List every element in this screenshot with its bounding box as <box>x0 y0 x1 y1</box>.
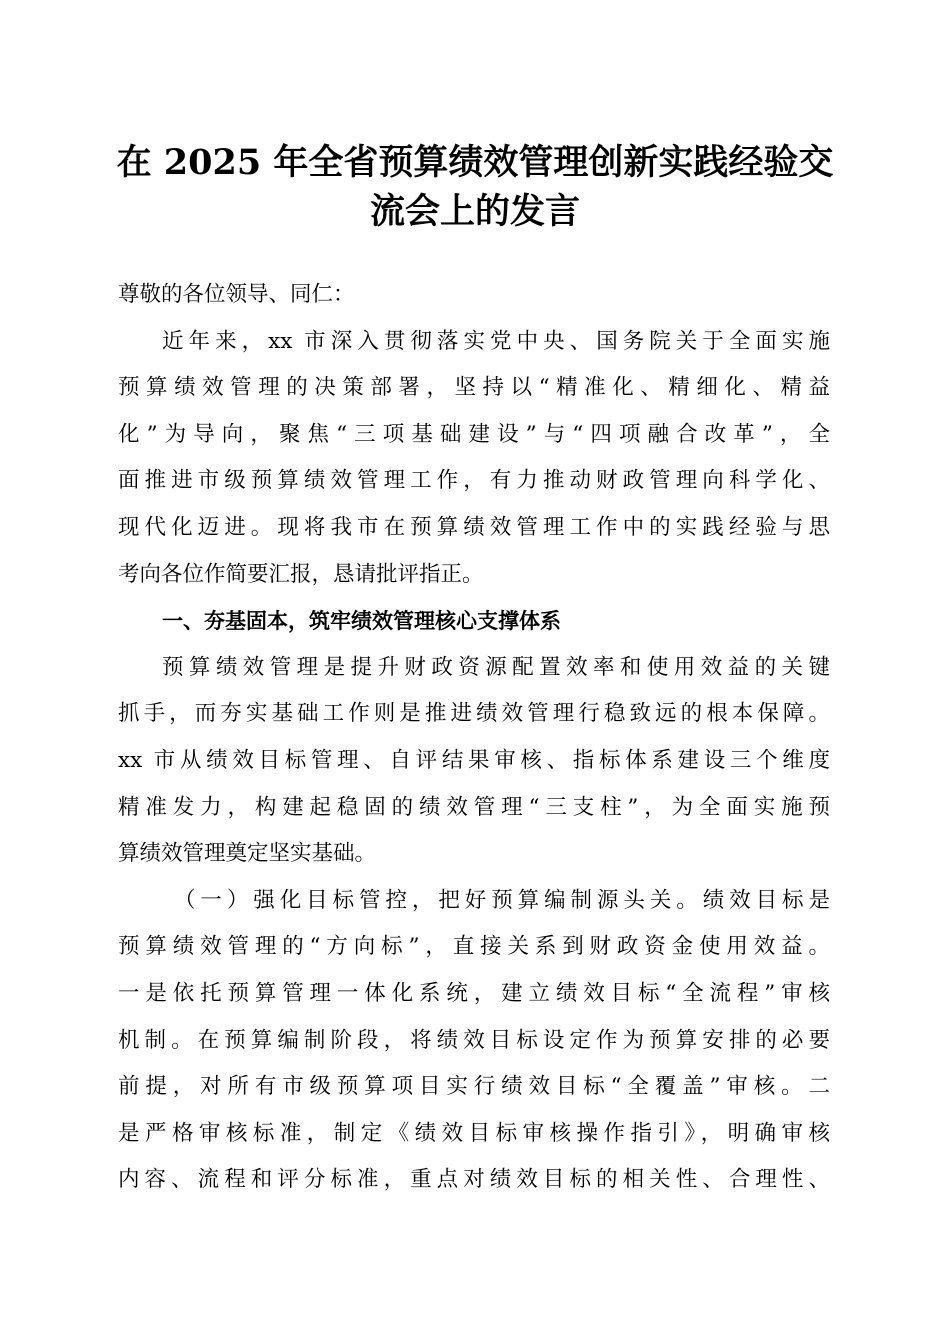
intro-line: 面推进市级预算绩效管理工作，有力推动财政管理向科学化、 <box>118 468 830 494</box>
intro-line: 预算绩效管理的决策部署，坚持以“精准化、精细化、精益 <box>118 375 830 401</box>
section-1-line: 精准发力，构建起稳固的绩效管理“三支柱”，为全面实施预 <box>118 794 830 820</box>
salutation-text: 尊敬的各位领导、同仁： <box>118 282 355 307</box>
section-1-line: 预算绩效管理是提升财政资源配置效率和使用效益的关键 <box>162 654 830 680</box>
intro-line: 考向各位作简要汇报，恳请批评指正。 <box>118 561 484 587</box>
subsection-1-line: 前提，对所有市级预算项目实行绩效目标“全覆盖”审核。二 <box>118 1074 830 1100</box>
subsection-1-line: （一）强化目标管控，把好预算编制源头关。绩效目标是 <box>174 887 830 913</box>
salutation <box>118 272 830 319</box>
intro-line: 近年来，xx 市深入贯彻落实党中央、国务院关于全面实施 <box>162 328 830 354</box>
section-1-paragraph <box>118 645 830 878</box>
document-body <box>118 272 830 1204</box>
subsection-1-line: 内容、流程和评分标准，重点对绩效目标的相关性、合理性、 <box>118 1167 830 1193</box>
section-1-line: 抓手，而夯实基础工作则是推进绩效管理行稳致远的根本保障。 <box>118 701 830 727</box>
section-1-line: xx 市从绩效目标管理、自评结果审核、指标体系建设三个维度 <box>118 747 830 773</box>
section-1-line: 算绩效管理奠定坚实基础。 <box>118 841 377 867</box>
section-1-heading: 一、夯基固本，筑牢绩效管理核心支撑体系 <box>162 609 561 634</box>
subsection-1-line: 预算绩效管理的“方向标”，直接关系到财政资金使用效益。 <box>118 934 830 960</box>
document-title <box>80 138 870 236</box>
intro-line: 现代化迈进。现将我市在预算绩效管理工作中的实践经验与思 <box>118 514 830 540</box>
intro-line: 化”为导向，聚焦“三项基础建设”与“四项融合改革”，全 <box>118 421 830 447</box>
subsection-1-line: 一是依托预算管理一体化系统，建立绩效目标“全流程”审核 <box>118 980 830 1006</box>
section-1-heading-block <box>118 598 830 645</box>
title-line-1: 在 2025 年全省预算绩效管理创新实践经验交 <box>116 142 834 183</box>
title-line-2: 流会上的发言 <box>369 191 580 232</box>
subsection-1-paragraph <box>118 878 830 1204</box>
intro-paragraph <box>118 319 830 599</box>
subsection-1-line: 机制。在预算编制阶段，将绩效目标设定作为预算安排的必要 <box>118 1027 830 1053</box>
subsection-1-line: 是严格审核标准，制定《绩效目标审核操作指引》，明确审核 <box>118 1120 830 1146</box>
